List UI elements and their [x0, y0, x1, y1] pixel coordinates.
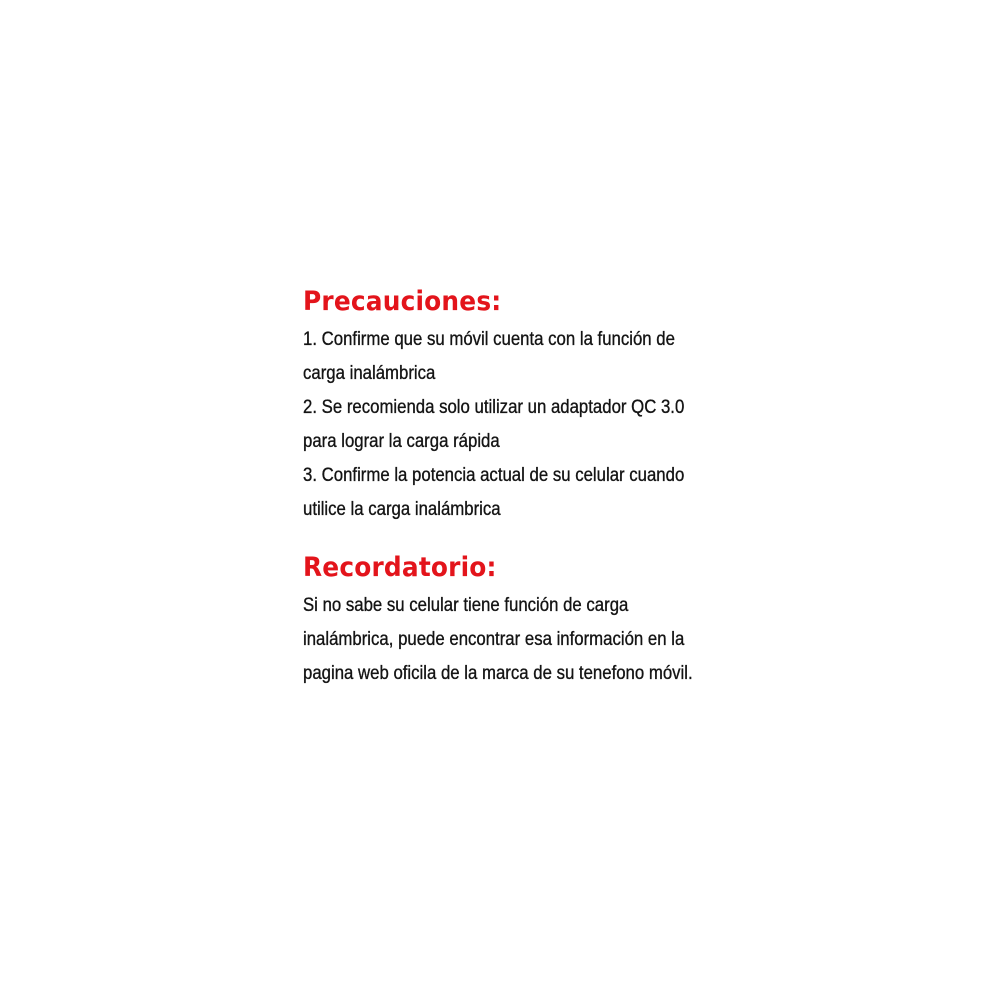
precauciones-line: carga inalámbrica [303, 362, 436, 384]
precauciones-line: para lograr la carga rápida [303, 430, 500, 452]
precauciones-section [303, 282, 783, 526]
recordatorio-heading: Recordatorio: [303, 552, 497, 583]
recordatorio-line: inalámbrica, puede encontrar esa información en la [303, 628, 685, 650]
precauciones-line: 1. Confirme que su móvil cuenta con la función de [303, 328, 675, 350]
recordatorio-section [303, 548, 783, 690]
precauciones-line: 3. Confirme la potencia actual de su celular cuando [303, 464, 685, 486]
recordatorio-line: pagina web oficila de la marca de su tenefono móvil. [303, 662, 693, 684]
precauciones-heading: Precauciones: [303, 286, 502, 317]
recordatorio-line: Si no sabe su celular tiene función de carga [303, 594, 629, 616]
precauciones-line: utilice la carga inalámbrica [303, 498, 501, 520]
precauciones-line: 2. Se recomienda solo utilizar un adaptador QC 3.0 [303, 396, 685, 418]
notice-text-block [303, 282, 783, 690]
